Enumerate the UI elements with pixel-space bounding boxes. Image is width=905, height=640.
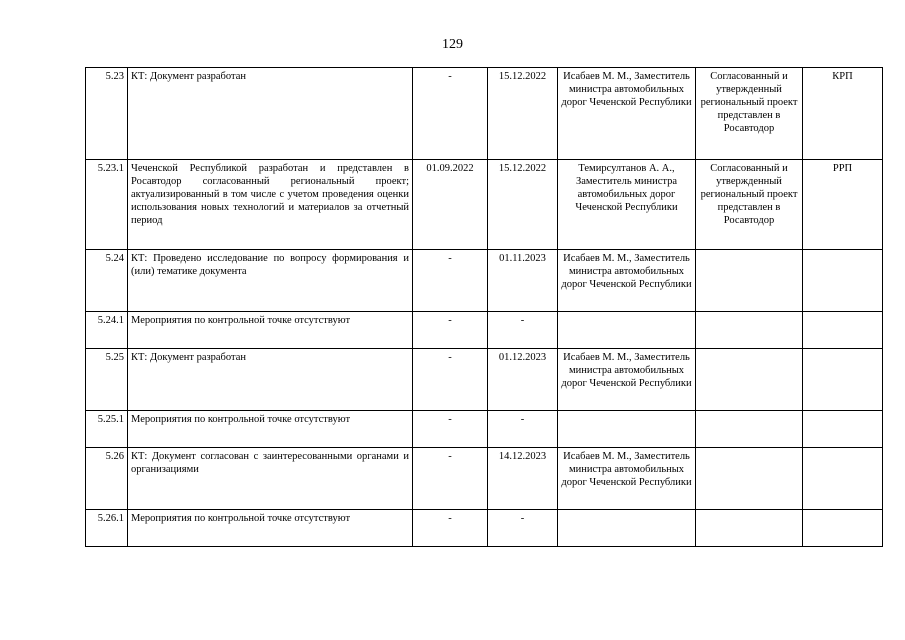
row-number-cell: 5.25.1 bbox=[86, 411, 128, 448]
row-number-cell: 5.23 bbox=[86, 68, 128, 160]
responsible-cell bbox=[558, 411, 696, 448]
responsible-cell: Исабаев М. М., Заместитель министра автомобильных дорог Чеченской Республики bbox=[558, 250, 696, 312]
table-row bbox=[86, 68, 883, 160]
table-row bbox=[86, 160, 883, 250]
result-cell: Согласованный и утвержденный региональный проект представлен в Росавтодор bbox=[696, 68, 803, 160]
activity-name-cell: КТ: Документ согласован с заинтересованными органами и организациями bbox=[128, 448, 413, 510]
info-system-cell bbox=[803, 448, 883, 510]
result-cell bbox=[696, 448, 803, 510]
activity-name-cell: Мероприятия по контрольной точке отсутствуют bbox=[128, 312, 413, 349]
activity-name-cell: КТ: Документ разработан bbox=[128, 349, 413, 411]
end-date-cell: 01.11.2023 bbox=[488, 250, 558, 312]
start-date-cell: - bbox=[413, 411, 488, 448]
activity-name-cell: Чеченской Республикой разработан и представлен в Росавтодор согласованный региональный проект; актуализированный в том числе с учетом проведения оценки использования новых технологий и материалов за отчетный период bbox=[128, 160, 413, 250]
info-system-cell bbox=[803, 349, 883, 411]
activity-name-cell: КТ: Проведено исследование по вопросу формирования и (или) тематике документа bbox=[128, 250, 413, 312]
table-row bbox=[86, 411, 883, 448]
table-row bbox=[86, 349, 883, 411]
table-row bbox=[86, 510, 883, 547]
info-system-cell: КРП bbox=[803, 68, 883, 160]
result-cell bbox=[696, 250, 803, 312]
start-date-cell: - bbox=[413, 510, 488, 547]
start-date-cell: - bbox=[413, 312, 488, 349]
start-date-cell: - bbox=[413, 448, 488, 510]
result-cell bbox=[696, 510, 803, 547]
start-date-cell: - bbox=[413, 68, 488, 160]
page-number: 129 bbox=[442, 37, 463, 52]
row-number-cell: 5.26.1 bbox=[86, 510, 128, 547]
result-cell: Согласованный и утвержденный региональный проект представлен в Росавтодор bbox=[696, 160, 803, 250]
row-number-cell: 5.25 bbox=[86, 349, 128, 411]
responsible-cell: Исабаев М. М., Заместитель министра автомобильных дорог Чеченской Республики bbox=[558, 448, 696, 510]
responsible-cell: Исабаев М. М., Заместитель министра автомобильных дорог Чеченской Республики bbox=[558, 68, 696, 160]
end-date-cell: 01.12.2023 bbox=[488, 349, 558, 411]
end-date-cell: 15.12.2022 bbox=[488, 160, 558, 250]
table-row bbox=[86, 448, 883, 510]
start-date-cell: 01.09.2022 bbox=[413, 160, 488, 250]
info-system-cell: РРП bbox=[803, 160, 883, 250]
responsible-cell: Исабаев М. М., Заместитель министра автомобильных дорог Чеченской Республики bbox=[558, 349, 696, 411]
table-row bbox=[86, 250, 883, 312]
info-system-cell bbox=[803, 411, 883, 448]
activity-name-cell: Мероприятия по контрольной точке отсутствуют bbox=[128, 510, 413, 547]
end-date-cell: - bbox=[488, 411, 558, 448]
end-date-cell: 15.12.2022 bbox=[488, 68, 558, 160]
info-system-cell bbox=[803, 312, 883, 349]
result-cell bbox=[696, 312, 803, 349]
result-cell bbox=[696, 349, 803, 411]
plan-table-body bbox=[86, 68, 883, 547]
info-system-cell bbox=[803, 510, 883, 547]
end-date-cell: 14.12.2023 bbox=[488, 448, 558, 510]
start-date-cell: - bbox=[413, 250, 488, 312]
info-system-cell bbox=[803, 250, 883, 312]
responsible-cell: Темирсултанов А. А., Заместитель министра автомобильных дорог Чеченской Республики bbox=[558, 160, 696, 250]
activity-name-cell: Мероприятия по контрольной точке отсутствуют bbox=[128, 411, 413, 448]
responsible-cell bbox=[558, 510, 696, 547]
row-number-cell: 5.24 bbox=[86, 250, 128, 312]
row-number-cell: 5.23.1 bbox=[86, 160, 128, 250]
responsible-cell bbox=[558, 312, 696, 349]
plan-table bbox=[85, 67, 883, 547]
result-cell bbox=[696, 411, 803, 448]
end-date-cell: - bbox=[488, 312, 558, 349]
start-date-cell: - bbox=[413, 349, 488, 411]
table-row bbox=[86, 312, 883, 349]
activity-name-cell: КТ: Документ разработан bbox=[128, 68, 413, 160]
end-date-cell: - bbox=[488, 510, 558, 547]
row-number-cell: 5.26 bbox=[86, 448, 128, 510]
row-number-cell: 5.24.1 bbox=[86, 312, 128, 349]
